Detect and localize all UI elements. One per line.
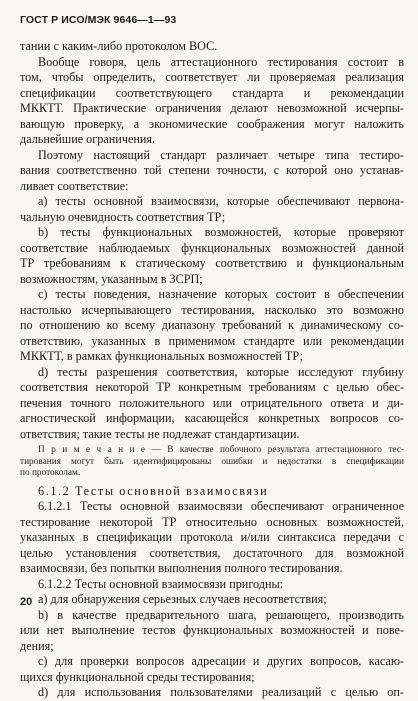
text-line: a) тесты основной взаимосвязи, которые обеспечивают первона- (38, 194, 404, 208)
paragraph (20, 654, 404, 685)
text-line: d) тесты разрешения соответствия, которые исследуют глубину (38, 364, 404, 379)
text-line: ответствия; такие тесты не подлежат стандартизации. (20, 426, 300, 441)
text-line: настолько исчерпывающего тестирования, насколько это возможно (20, 302, 404, 317)
text-line: щихся функциональной среды тестирования; (20, 669, 255, 684)
text-line: ТР требованиям к статическому соответствию и функциональным (20, 256, 404, 270)
text-line: по отношению ко всему диапазону требований к динамическому со- (20, 318, 404, 332)
text-line: печения точного положительного или отрицательного ответа и ди- (20, 395, 404, 410)
text-line: c) для проверки вопросов адресации и других вопросов, касаю- (38, 654, 404, 668)
text-line: вания соответственно той степени точности, с которой оно устанав- (20, 163, 404, 177)
text-line: тестирование некоторой ТР относительно основных возможностей, (20, 514, 404, 529)
paragraph (20, 577, 404, 593)
text-line: d) для использования пользователями реализаций с целью оп- (38, 685, 404, 699)
text-line: тирования могут быть идентифицированы ошибки и недостатки в спецификации (20, 456, 404, 467)
paragraph (20, 499, 404, 577)
text-line: возможностям, указанным в ЗСРП; (20, 271, 203, 286)
text-line: или нет выполнение тестов функциональных возможностей и пове- (20, 623, 404, 637)
text-line: спецификации соответствующего стандарта и рекомендации (20, 85, 404, 100)
text-line: дения; (20, 638, 54, 653)
paragraph (20, 39, 404, 55)
text-line: ливает соответствие: (20, 178, 129, 193)
text-line: тании с каким-либо протоколом ВОС. (20, 39, 218, 53)
paragraph (20, 225, 404, 287)
paragraph (20, 592, 404, 608)
text-line: взаимосвязи, без попытки выполнения полного тестирования. (20, 561, 343, 575)
text-line: 6.1.2.2 Тесты основной взаимосвязи пригодны: (38, 576, 284, 591)
note-paragraph (20, 445, 404, 480)
document-body (20, 39, 404, 701)
paragraph (20, 287, 404, 365)
text-line: МККТТ, в рамках функциональных возможностей ТР; (20, 349, 303, 363)
paragraph (20, 194, 404, 225)
text-line: Поэтому настоящий стандарт различает четыре типа тестиро- (38, 147, 404, 162)
text-line: Вообще говоря, цель аттестационного тестирования состоит в (38, 54, 404, 69)
text-line: b) в качестве предварительного шага, решающего, производить (38, 607, 404, 622)
paragraph (20, 55, 404, 148)
text-line: ответствию, указанных в применимом стандарте или рекомендации (20, 333, 404, 348)
text-line: 6.1.2 Тесты основной взаимосвязи (38, 483, 269, 498)
paragraph (20, 685, 404, 701)
text-line: a) для обнаружения серьезных случаев несоответствия; (38, 592, 327, 606)
text-line: том, чтобы определить, соответствует ли проверяемая реализация (20, 70, 404, 84)
text-line: агностической информации, касающейся конкретных вопросов со- (20, 411, 404, 425)
paragraph (20, 365, 404, 443)
paragraph (20, 148, 404, 195)
text-line: соответствие наблюдаемых функциональных возможностей данной (20, 240, 404, 255)
text-line: c) тесты поведения, назначение которых состоит в обеспечении (38, 287, 404, 301)
section-heading (20, 484, 404, 500)
text-line: соответствия некоторой ТР конкретным требованиям с целью обес- (20, 380, 404, 394)
text-line: по протоколам. (20, 468, 81, 478)
text-line: чальную очевидность соответствия ТР; (20, 209, 226, 224)
text-line: П р и м е ч а н и е — В качестве побочного результата аттестационного тес- (38, 445, 404, 455)
paragraph (20, 608, 404, 655)
text-line: МККТТ. Практические ограничения делают невозможной исчерпы- (20, 101, 404, 115)
page-number: 20 (20, 596, 33, 608)
text-line: указанных в спецификации протокола и/или синтаксиса передачи с (20, 530, 404, 544)
text-line: дальнейшие ограничения. (20, 132, 156, 146)
text-line: вающую проверку, а экономические соображения могут наложить (20, 116, 404, 131)
text-line: b) тесты функциональных возможностей, которые проверяют (38, 225, 404, 239)
text-line: целью установления соответствия, достаточного для возможной (20, 545, 404, 560)
document-header: ГОСТ Р ИСО/МЭК 9646—1—93 (20, 14, 177, 26)
text-line: 6.1.2.1 Тесты основной взаимосвязи обеспечивают ограниченное (38, 499, 404, 513)
